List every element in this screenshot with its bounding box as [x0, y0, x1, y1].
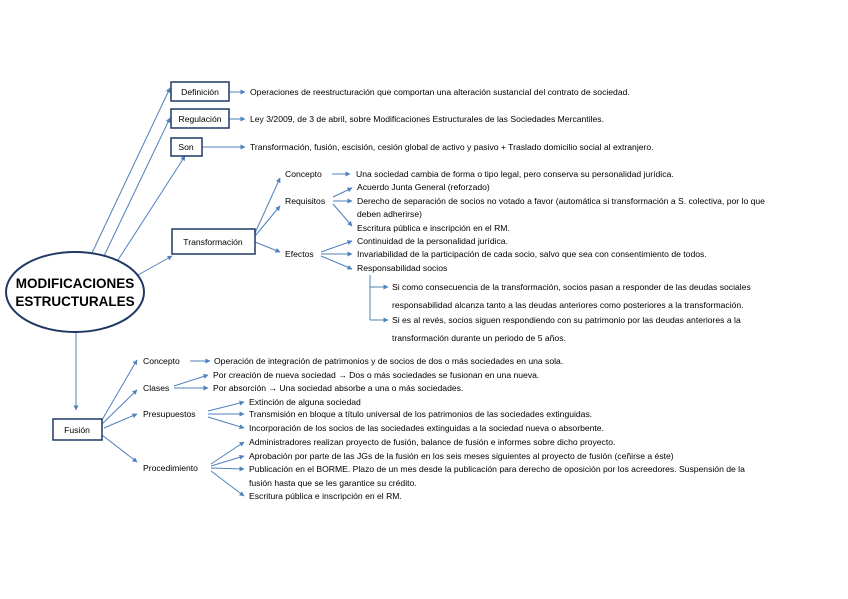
responsabilidad-line: Si como consecuencia de la transformación, socios pasan a responder de las deudas sociales	[392, 282, 751, 292]
requisitos-label: Requisitos	[285, 196, 326, 206]
root-title-line1: MODIFICACIONES	[15, 276, 135, 291]
clases-item: Por absorción → Una sociedad absorbe a una o más sociedades.	[213, 383, 464, 393]
node-definicion	[171, 82, 229, 101]
procedimiento-item: fusión hasta que se les garantice su crédito.	[249, 478, 417, 488]
transformacion-concepto-text: Una sociedad cambia de forma o tipo legal, pero conserva su personalidad jurídica.	[356, 169, 674, 179]
fusion-concepto-label: Concepto	[143, 356, 180, 366]
fusion-concepto-text: Operación de integración de patrimonios y de socios de dos o más sociedades en una sola.	[214, 356, 564, 366]
presupuestos-item: Transmisión en bloque a título universal de los patrimonios de las sociedades extinguidas.	[249, 409, 593, 419]
requisitos-item: Acuerdo Junta General (reforzado)	[357, 182, 490, 192]
root-title-line2: ESTRUCTURALES	[15, 294, 135, 309]
efectos-label: Efectos	[285, 249, 314, 259]
regulacion-text: Ley 3/2009, de 3 de abril, sobre Modificaciones Estructurales de las Sociedades Mercantiles.	[250, 114, 604, 124]
presupuestos-item: Incorporación de los socios de las sociedades extinguidas a la sociedad nueva o absorbente.	[249, 423, 604, 433]
root-node	[6, 252, 144, 332]
clases-label: Clases	[143, 383, 170, 393]
clases-item: Por creación de nueva sociedad → Dos o más sociedades se fusionan en una nueva.	[213, 370, 540, 380]
node-transformacion	[172, 229, 255, 254]
responsabilidad-line: responsabilidad alcanza tanto a las deudas anteriores como posteriores a la transformación.	[392, 300, 744, 310]
procedimiento-item: Aprobación por parte de las JGs de la fusión en los seis meses siguientes al proyecto de fusión (ceñirse a éste)	[249, 451, 674, 461]
procedimiento-label: Procedimiento	[143, 463, 198, 473]
presupuestos-item: Extinción de alguna sociedad	[249, 397, 361, 407]
presupuestos-label: Presupuestos	[143, 409, 196, 419]
definicion-text: Operaciones de reestructuración que comportan una alteración sustancial del contrato de sociedad.	[250, 87, 630, 97]
node-son	[171, 138, 202, 156]
son-label: Son	[178, 142, 194, 152]
definicion-label: Definición	[181, 87, 219, 97]
node-regulacion	[171, 109, 229, 128]
fusion-label: Fusión	[64, 425, 90, 435]
requisitos-item: Derecho de separación de socios no votado a favor (automática si transformación a S. colectiva, por lo que	[357, 196, 765, 206]
transformacion-concepto-label: Concepto	[285, 169, 322, 179]
procedimiento-item: Publicación en el BORME. Plazo de un mes desde la publicación para derecho de oposición por los acreedores. Suspensión de la	[249, 464, 745, 474]
regulacion-label: Regulación	[178, 114, 222, 124]
procedimiento-item: Administradores realizan proyecto de fusión, balance de fusión e informes sobre dicho proyecto.	[249, 437, 616, 447]
efectos-item: Invariabilidad de la participación de cada socio, salvo que sea con consentimiento de todos.	[357, 249, 707, 259]
requisitos-item: Escritura pública e inscripción en el RM.	[357, 223, 510, 233]
transformacion-label: Transformación	[183, 237, 243, 247]
requisitos-item: deben adherirse)	[357, 209, 422, 219]
responsabilidad-line: Si es al revés, socios siguen respondiendo con su patrimonio por las deudas anteriores a la	[392, 315, 741, 325]
son-text: Transformación, fusión, escisión, cesión global de activo y pasivo + Traslado domicilio social al extranjero.	[250, 142, 654, 152]
efectos-item: Continuidad de la personalidad jurídica.	[357, 236, 508, 246]
procedimiento-item: Escritura pública e inscripción en el RM.	[249, 491, 402, 501]
node-fusion	[53, 419, 102, 440]
responsabilidad-line: transformación durante un periodo de 5 años.	[392, 333, 566, 343]
efectos-item: Responsabilidad socios	[357, 263, 448, 273]
